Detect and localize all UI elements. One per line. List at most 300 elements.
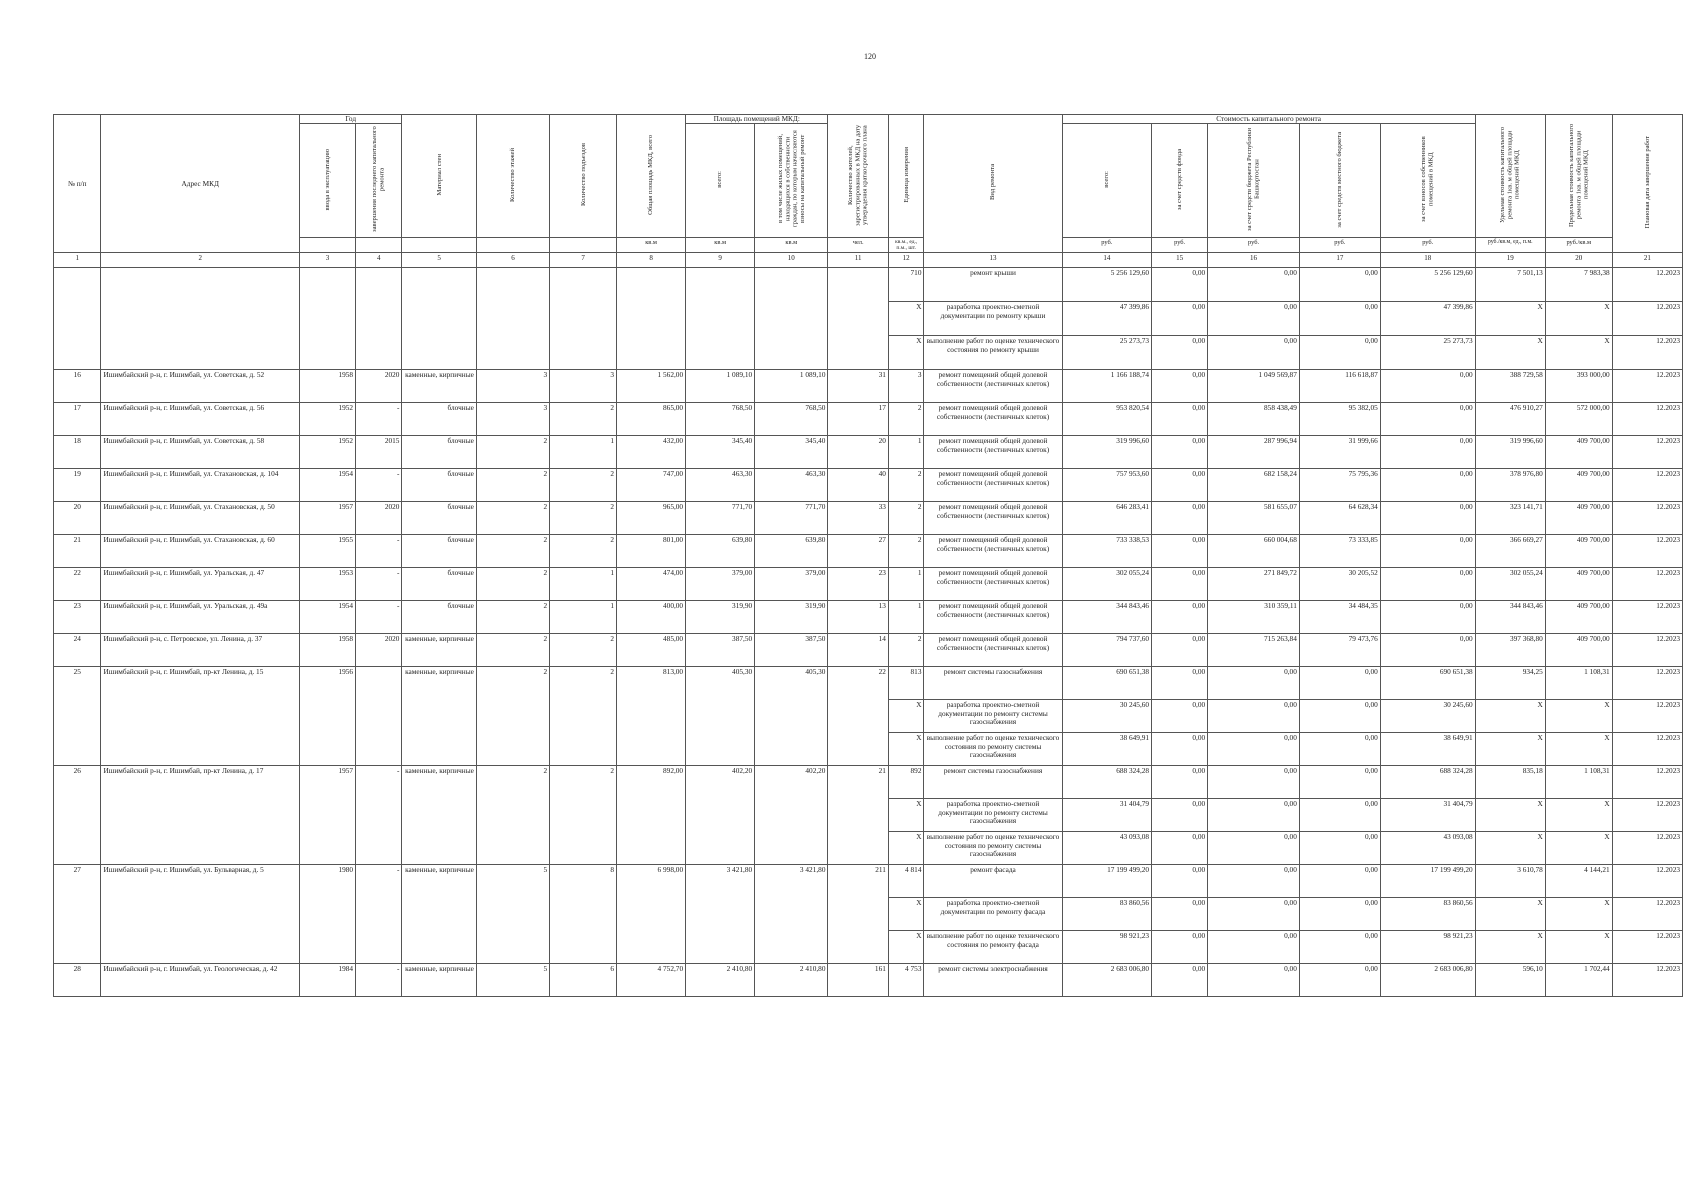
address: Ишимбайский р-н, г. Ишимбай, ул. Уральская, д. 49а (101, 601, 299, 634)
cost-fund: 0,00 (1152, 535, 1208, 568)
max-cost: 409 700,00 (1545, 436, 1612, 469)
floors: 2 (476, 535, 549, 568)
repair-type: разработка проектно-сметной документации по ремонту крыши (924, 302, 1062, 336)
premises-fee: 405,30 (755, 667, 828, 766)
planned-date: 12.2023 (1612, 733, 1682, 766)
year-commissioning: 1952 (299, 403, 355, 436)
table-row (54, 568, 1683, 601)
floors: 2 (476, 634, 549, 667)
planned-date: 12.2023 (1612, 832, 1682, 865)
header-address: Адрес МКД (101, 115, 299, 253)
unit-quantity: 2 (888, 502, 924, 535)
unit-cost-total: руб. (1062, 237, 1152, 253)
unit-premises-fee: кв.м (755, 237, 828, 253)
house-no: 20 (54, 502, 101, 535)
floors (476, 268, 549, 370)
unit-quantity: 2 (888, 403, 924, 436)
residents: 31 (828, 370, 888, 403)
cost-republic: 715 263,84 (1208, 634, 1300, 667)
year-commissioning (299, 268, 355, 370)
year-last-repair (356, 667, 402, 766)
house-no: 23 (54, 601, 101, 634)
house-no: 25 (54, 667, 101, 766)
house-group (54, 766, 1683, 865)
cost-owners: 0,00 (1380, 502, 1475, 535)
cost-total: 30 245,60 (1062, 700, 1152, 733)
header-year-last-repair: завершения последнего капитального ремонта (356, 124, 402, 237)
entrances: 2 (550, 469, 617, 502)
premises-total: 387,50 (686, 634, 755, 667)
header-planned-date: Плановая дата завершения работ (1612, 115, 1682, 253)
cost-fund: 0,00 (1152, 964, 1208, 997)
unit-quantity: 2 (888, 469, 924, 502)
floors: 2 (476, 436, 549, 469)
cost-total: 794 737,60 (1062, 634, 1152, 667)
total-area: 4 752,70 (617, 964, 686, 997)
cost-fund: 0,00 (1152, 865, 1208, 898)
specific-cost: 302 055,24 (1475, 568, 1545, 601)
table-row (54, 436, 1683, 469)
cost-local: 73 333,85 (1299, 535, 1380, 568)
premises-total: 405,30 (686, 667, 755, 766)
planned-date: 12.2023 (1612, 403, 1682, 436)
cost-local: 64 628,34 (1299, 502, 1380, 535)
floors: 3 (476, 370, 549, 403)
unit-measure: кв.м., ед., п.м., шт. (888, 237, 924, 253)
header-no: № п/п (54, 115, 101, 253)
cost-local: 34 484,35 (1299, 601, 1380, 634)
residents (828, 268, 888, 370)
cost-fund: 0,00 (1152, 601, 1208, 634)
year-commissioning: 1957 (299, 502, 355, 535)
table-row (54, 865, 1683, 898)
repair-type: ремонт помещений общей долевой собственности (лестничных клеток) (924, 469, 1062, 502)
total-area: 965,00 (617, 502, 686, 535)
table-row (54, 766, 1683, 799)
repair-type: выполнение работ по оценке технического состояния по ремонту крыши (924, 336, 1062, 370)
cost-local: 95 382,05 (1299, 403, 1380, 436)
cost-local: 30 205,52 (1299, 568, 1380, 601)
unit-fund: руб. (1152, 237, 1208, 253)
cost-fund: 0,00 (1152, 268, 1208, 302)
planned-date: 12.2023 (1612, 766, 1682, 799)
cost-republic: 1 049 569,87 (1208, 370, 1300, 403)
house-group (54, 667, 1683, 766)
planned-date: 12.2023 (1612, 336, 1682, 370)
max-cost: 409 700,00 (1545, 568, 1612, 601)
unit-total-area: кв.м (617, 237, 686, 253)
specific-cost: 835,18 (1475, 766, 1545, 799)
floors: 2 (476, 766, 549, 865)
residents: 20 (828, 436, 888, 469)
planned-date: 12.2023 (1612, 865, 1682, 898)
unit-quantity: 4 814 (888, 865, 924, 898)
floors: 2 (476, 502, 549, 535)
cost-total: 47 399,86 (1062, 302, 1152, 336)
address: Ишимбайский р-н, г. Ишимбай, ул. Стахановская, д. 50 (101, 502, 299, 535)
year-commissioning: 1957 (299, 766, 355, 865)
cost-republic: 310 359,11 (1208, 601, 1300, 634)
header-residents: Количество жителей, зарегистрированных в МКД на дату утверждения краткосрочного плана (828, 115, 888, 238)
header-max-cost: Предельная стоимость капитального ремонта 1кв. м общей площади помещений МКД (1545, 115, 1612, 238)
header-repair-type: Вид ремонта (924, 115, 1062, 253)
premises-total: 2 410,80 (686, 964, 755, 997)
year-last-repair: - (356, 766, 402, 865)
year-last-repair: - (356, 469, 402, 502)
cost-local: 0,00 (1299, 799, 1380, 832)
cost-republic: 581 655,07 (1208, 502, 1300, 535)
repair-type: ремонт помещений общей долевой собственности (лестничных клеток) (924, 634, 1062, 667)
year-last-repair: 2015 (356, 436, 402, 469)
specific-cost: 366 669,27 (1475, 535, 1545, 568)
cost-local: 0,00 (1299, 931, 1380, 964)
cost-republic: 0,00 (1208, 799, 1300, 832)
cost-republic: 0,00 (1208, 336, 1300, 370)
wall-material: каменные, кирпичные (402, 964, 476, 997)
repair-type: ремонт системы электроснабжения (924, 964, 1062, 997)
cost-local: 0,00 (1299, 964, 1380, 997)
house-no: 19 (54, 469, 101, 502)
year-commissioning: 1956 (299, 667, 355, 766)
repair-type: ремонт системы газоснабжения (924, 766, 1062, 799)
cost-republic: 0,00 (1208, 832, 1300, 865)
cost-republic: 0,00 (1208, 964, 1300, 997)
table-row (54, 667, 1683, 700)
residents: 23 (828, 568, 888, 601)
repair-type: разработка проектно-сметной документации по ремонту системы газоснабжения (924, 700, 1062, 733)
header-year-commissioning: ввода в эксплуатацию (299, 124, 355, 237)
repair-type: разработка проектно-сметной документации по ремонту системы газоснабжения (924, 799, 1062, 832)
house-no: 28 (54, 964, 101, 997)
year-last-repair: 2020 (356, 502, 402, 535)
floors: 3 (476, 403, 549, 436)
cost-fund: 0,00 (1152, 370, 1208, 403)
unit-owners: руб. (1380, 237, 1475, 253)
cost-owners: 31 404,79 (1380, 799, 1475, 832)
max-cost: 1 108,31 (1545, 667, 1612, 700)
floors: 5 (476, 964, 549, 997)
house-group (54, 568, 1683, 601)
planned-date: 12.2023 (1612, 436, 1682, 469)
total-area: 1 562,00 (617, 370, 686, 403)
total-area: 6 998,00 (617, 865, 686, 964)
premises-fee: 768,50 (755, 403, 828, 436)
residents: 211 (828, 865, 888, 964)
cost-total: 5 256 129,60 (1062, 268, 1152, 302)
premises-fee: 639,80 (755, 535, 828, 568)
year-last-repair: - (356, 865, 402, 964)
entrances: 1 (550, 601, 617, 634)
cost-total: 83 860,56 (1062, 898, 1152, 931)
premises-fee: 402,20 (755, 766, 828, 865)
cost-fund: 0,00 (1152, 568, 1208, 601)
cost-total: 25 273,73 (1062, 336, 1152, 370)
year-last-repair: - (356, 568, 402, 601)
unit-quantity: X (888, 336, 924, 370)
cost-owners: 0,00 (1380, 601, 1475, 634)
specific-cost: 323 141,71 (1475, 502, 1545, 535)
cost-republic: 0,00 (1208, 302, 1300, 336)
cost-fund: 0,00 (1152, 502, 1208, 535)
entrances: 3 (550, 370, 617, 403)
header-premises-group: Площадь помещений МКД: (686, 115, 828, 124)
premises-fee: 2 410,80 (755, 964, 828, 997)
residents: 21 (828, 766, 888, 865)
cost-total: 690 651,38 (1062, 667, 1152, 700)
repair-type: ремонт фасада (924, 865, 1062, 898)
table-row (54, 268, 1683, 302)
cost-republic: 0,00 (1208, 898, 1300, 931)
cost-total: 98 921,23 (1062, 931, 1152, 964)
entrances: 2 (550, 403, 617, 436)
cost-owners: 0,00 (1380, 634, 1475, 667)
planned-date: 12.2023 (1612, 700, 1682, 733)
capital-repair-table (53, 114, 1683, 997)
max-cost: 1 108,31 (1545, 766, 1612, 799)
floors: 5 (476, 865, 549, 964)
cost-republic: 0,00 (1208, 700, 1300, 733)
year-last-repair: - (356, 535, 402, 568)
header-republic: за счет средств бюджета Республики Башкортостан (1208, 124, 1300, 237)
cost-local: 31 999,66 (1299, 436, 1380, 469)
total-area: 865,00 (617, 403, 686, 436)
cost-owners: 0,00 (1380, 469, 1475, 502)
planned-date: 12.2023 (1612, 931, 1682, 964)
year-commissioning: 1984 (299, 964, 355, 997)
table-row (54, 502, 1683, 535)
cost-republic: 0,00 (1208, 667, 1300, 700)
planned-date: 12.2023 (1612, 268, 1682, 302)
header-cost-group: Стоимость капитального ремонта (1062, 115, 1475, 124)
planned-date: 12.2023 (1612, 502, 1682, 535)
cost-total: 319 996,60 (1062, 436, 1152, 469)
unit-quantity: X (888, 931, 924, 964)
total-area: 432,00 (617, 436, 686, 469)
total-area: 813,00 (617, 667, 686, 766)
cost-total: 757 953,60 (1062, 469, 1152, 502)
residents: 13 (828, 601, 888, 634)
max-cost: X (1545, 336, 1612, 370)
cost-fund: 0,00 (1152, 733, 1208, 766)
repair-type: разработка проектно-сметной документации по ремонту фасада (924, 898, 1062, 931)
residents: 22 (828, 667, 888, 766)
total-area: 747,00 (617, 469, 686, 502)
cost-republic: 0,00 (1208, 766, 1300, 799)
max-cost: 409 700,00 (1545, 634, 1612, 667)
premises-total: 768,50 (686, 403, 755, 436)
max-cost: X (1545, 898, 1612, 931)
cost-fund: 0,00 (1152, 403, 1208, 436)
cost-total: 688 324,28 (1062, 766, 1152, 799)
year-last-repair: - (356, 964, 402, 997)
table-row (54, 370, 1683, 403)
total-area: 400,00 (617, 601, 686, 634)
house-no: 18 (54, 436, 101, 469)
premises-total: 402,20 (686, 766, 755, 865)
wall-material: блочные (402, 601, 476, 634)
house-group (54, 535, 1683, 568)
house-no: 22 (54, 568, 101, 601)
specific-cost: 378 976,80 (1475, 469, 1545, 502)
house-group (54, 865, 1683, 964)
premises-fee: 1 089,10 (755, 370, 828, 403)
premises-total: 3 421,80 (686, 865, 755, 964)
cost-fund: 0,00 (1152, 766, 1208, 799)
max-cost: 7 983,38 (1545, 268, 1612, 302)
unit-quantity: 2 (888, 634, 924, 667)
cost-local: 0,00 (1299, 302, 1380, 336)
planned-date: 12.2023 (1612, 964, 1682, 997)
cost-total: 31 404,79 (1062, 799, 1152, 832)
wall-material (402, 268, 476, 370)
entrances: 2 (550, 667, 617, 766)
cost-total: 302 055,24 (1062, 568, 1152, 601)
cost-owners: 0,00 (1380, 436, 1475, 469)
house-no: 17 (54, 403, 101, 436)
max-cost: 409 700,00 (1545, 469, 1612, 502)
premises-fee: 387,50 (755, 634, 828, 667)
unit-quantity: X (888, 733, 924, 766)
cost-republic: 0,00 (1208, 268, 1300, 302)
cost-fund: 0,00 (1152, 700, 1208, 733)
cost-owners: 2 683 006,80 (1380, 964, 1475, 997)
planned-date: 12.2023 (1612, 302, 1682, 336)
cost-fund: 0,00 (1152, 832, 1208, 865)
unit-local: руб. (1299, 237, 1380, 253)
floors: 2 (476, 469, 549, 502)
address: Ишимбайский р-н, с. Петровское, ул. Ленина, д. 37 (101, 634, 299, 667)
cost-republic: 858 438,49 (1208, 403, 1300, 436)
year-commissioning: 1953 (299, 568, 355, 601)
premises-total: 319,90 (686, 601, 755, 634)
repair-type: ремонт помещений общей долевой собственности (лестничных клеток) (924, 436, 1062, 469)
cost-total: 38 649,91 (1062, 733, 1152, 766)
cost-fund: 0,00 (1152, 931, 1208, 964)
floors: 2 (476, 568, 549, 601)
repair-type: выполнение работ по оценке технического состояния по ремонту системы газоснабжения (924, 832, 1062, 865)
table-row (54, 634, 1683, 667)
column-numbers-row: 1 2 3 4 5 6 7 8 9 10 11 12 13 14 15 16 17 18 19 20 21 (54, 253, 1683, 268)
cost-republic: 0,00 (1208, 733, 1300, 766)
max-cost: 572 000,00 (1545, 403, 1612, 436)
cost-owners: 5 256 129,60 (1380, 268, 1475, 302)
table-header (54, 115, 1683, 268)
year-commissioning: 1954 (299, 601, 355, 634)
wall-material: блочные (402, 535, 476, 568)
address: Ишимбайский р-н, г. Ишимбай, ул. Стахановская, д. 104 (101, 469, 299, 502)
premises-total: 1 089,10 (686, 370, 755, 403)
cost-fund: 0,00 (1152, 799, 1208, 832)
cost-local: 0,00 (1299, 667, 1380, 700)
entrances: 8 (550, 865, 617, 964)
planned-date: 12.2023 (1612, 568, 1682, 601)
repair-type: ремонт помещений общей долевой собственности (лестничных клеток) (924, 535, 1062, 568)
total-area: 474,00 (617, 568, 686, 601)
cost-owners: 43 093,08 (1380, 832, 1475, 865)
cost-fund: 0,00 (1152, 634, 1208, 667)
cost-republic: 271 849,72 (1208, 568, 1300, 601)
year-commissioning: 1955 (299, 535, 355, 568)
cost-owners: 690 651,38 (1380, 667, 1475, 700)
wall-material: каменные, кирпичные (402, 766, 476, 865)
cost-owners: 83 860,56 (1380, 898, 1475, 931)
unit-specific-cost: руб./кв.м, ед., п.м. (1475, 237, 1545, 253)
premises-total: 463,30 (686, 469, 755, 502)
table-row (54, 601, 1683, 634)
year-last-repair: 2020 (356, 370, 402, 403)
unit-quantity: 2 (888, 535, 924, 568)
cost-local: 0,00 (1299, 832, 1380, 865)
table-row (54, 469, 1683, 502)
max-cost: 409 700,00 (1545, 601, 1612, 634)
header-wall-material: Материал стен (402, 115, 476, 238)
total-area: 892,00 (617, 766, 686, 865)
max-cost: X (1545, 931, 1612, 964)
house-group (54, 403, 1683, 436)
cost-total: 1 166 188,74 (1062, 370, 1152, 403)
house-group (54, 502, 1683, 535)
specific-cost: 319 996,60 (1475, 436, 1545, 469)
cost-owners: 98 921,23 (1380, 931, 1475, 964)
cost-local: 79 473,76 (1299, 634, 1380, 667)
address: Ишимбайский р-н, г. Ишимбай, ул. Советская, д. 58 (101, 436, 299, 469)
entrances: 1 (550, 568, 617, 601)
repair-type: выполнение работ по оценке технического состояния по ремонту системы газоснабжения (924, 733, 1062, 766)
address: Ишимбайский р-н, г. Ишимбай, ул. Стахановская, д. 60 (101, 535, 299, 568)
header-specific-cost: Удельная стоимость капитального ремонта 1кв. м общей площади помещений МКД (1475, 115, 1545, 238)
cost-owners: 30 245,60 (1380, 700, 1475, 733)
repair-type: ремонт помещений общей долевой собственности (лестничных клеток) (924, 403, 1062, 436)
wall-material: блочные (402, 502, 476, 535)
cost-total: 43 093,08 (1062, 832, 1152, 865)
cost-owners: 688 324,28 (1380, 766, 1475, 799)
premises-total: 379,00 (686, 568, 755, 601)
cost-owners: 0,00 (1380, 535, 1475, 568)
cost-republic: 682 158,24 (1208, 469, 1300, 502)
entrances: 2 (550, 502, 617, 535)
cost-fund: 0,00 (1152, 436, 1208, 469)
repair-type: ремонт помещений общей долевой собственности (лестничных клеток) (924, 601, 1062, 634)
premises-fee: 463,30 (755, 469, 828, 502)
planned-date: 12.2023 (1612, 535, 1682, 568)
unit-quantity: X (888, 302, 924, 336)
unit-quantity: X (888, 898, 924, 931)
wall-material: блочные (402, 436, 476, 469)
max-cost: X (1545, 832, 1612, 865)
specific-cost: X (1475, 832, 1545, 865)
cost-owners: 0,00 (1380, 568, 1475, 601)
max-cost: 409 700,00 (1545, 535, 1612, 568)
planned-date: 12.2023 (1612, 469, 1682, 502)
address: Ишимбайский р-н, г. Ишимбай, ул. Уральская, д. 47 (101, 568, 299, 601)
cost-local: 116 618,87 (1299, 370, 1380, 403)
cost-fund: 0,00 (1152, 469, 1208, 502)
year-last-repair (356, 268, 402, 370)
house-group (54, 601, 1683, 634)
cost-local: 0,00 (1299, 733, 1380, 766)
cost-owners: 25 273,73 (1380, 336, 1475, 370)
unit-quantity: 4 753 (888, 964, 924, 997)
house-no: 24 (54, 634, 101, 667)
specific-cost: X (1475, 898, 1545, 931)
wall-material: блочные (402, 469, 476, 502)
max-cost: X (1545, 302, 1612, 336)
total-area: 801,00 (617, 535, 686, 568)
total-area: 485,00 (617, 634, 686, 667)
max-cost: 409 700,00 (1545, 502, 1612, 535)
cost-local: 0,00 (1299, 898, 1380, 931)
unit-residents: чел. (828, 237, 888, 253)
